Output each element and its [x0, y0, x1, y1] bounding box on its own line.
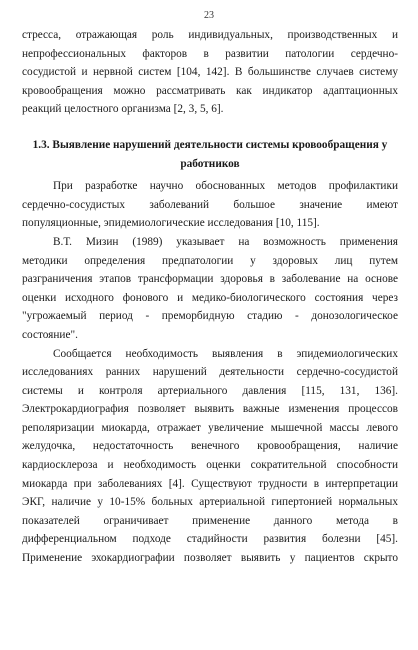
- paragraph-continuation: [22, 26, 398, 119]
- text-line: ЭКГ, наличие у 10-15% больных артериальной гипертонией нормальных: [22, 496, 398, 509]
- text-line: разграничения этапов трансформации здоровья в заболевание на основе: [22, 273, 398, 286]
- text-line: методики определения предпатологии у здоровых лиц путем: [22, 254, 398, 267]
- text-line: "угрожаемый период - преморбидную стадию - донозологическое: [22, 310, 398, 323]
- paragraph: [22, 233, 398, 345]
- text-line: дифференциальном подходе стадийности развития болезни [45].: [22, 533, 398, 546]
- text-line: миокарда при заболеваниях [4]. Существуют трудности в интерпретации: [22, 477, 398, 490]
- text-line: системы и контроля артериального давления [115, 131, 136].: [22, 384, 398, 397]
- text-line: кардиосклероза и необходимость оценки сократительной способности: [22, 459, 398, 472]
- text-line: оценки исходного фонового и медико-биологического состояния через: [22, 291, 398, 304]
- text-line: сосудистой и нервной систем [104, 142]. В большинстве случаев систему: [22, 66, 398, 79]
- page-number: 23: [204, 10, 214, 21]
- text-line: Применение эхокардиографии позволяет выявить у пациентов скрыто: [22, 552, 398, 565]
- text-line: Сообщается необходимость выявления в эпидемиологических: [53, 347, 398, 360]
- paragraph: [22, 177, 398, 233]
- text-line: непрофессиональных факторов в развитии патологии сердечно-: [22, 47, 398, 60]
- text-line: кровообращения можно рассматривать как индикатор адаптационных: [22, 84, 398, 97]
- section-heading: [22, 136, 398, 173]
- text-line: При разработке научно обоснованных методов профилактики: [53, 180, 398, 193]
- text-line: состояние".: [22, 328, 78, 341]
- section-title-line: 1.3. Выявление нарушений деятельности системы кровообращения у: [32, 138, 388, 151]
- paragraph: [22, 345, 398, 568]
- section-title-line: работников: [180, 157, 240, 170]
- text-line: реполяризации миокарда, отражает увеличение мышечной массы левого: [22, 421, 398, 434]
- text-line: показателей ограничивает применение данного метода в: [22, 514, 398, 527]
- text-line: желудочка, недостаточность венечного кровообращения, наличие: [22, 440, 398, 453]
- text-line: исследованиях ранних нарушений деятельности сердечно-сосудистой: [22, 366, 398, 379]
- text-line: реакций целостного организма [2, 3, 5, 6].: [22, 103, 224, 116]
- text-line: стресса, отражающая роль индивидуальных, производственных и: [22, 29, 398, 41]
- text-line: сердечно-сосудистых заболеваний большое значение имеют: [22, 198, 398, 211]
- text-line: В.Т. Мизин (1989) указывает на возможность применения: [53, 235, 398, 248]
- text-line: Электрокардиография позволяет выявить важные изменения процессов: [22, 403, 398, 416]
- text-line: популяционные, эпидемиологические исследования [10, 115].: [22, 217, 320, 230]
- page-content: [22, 26, 398, 568]
